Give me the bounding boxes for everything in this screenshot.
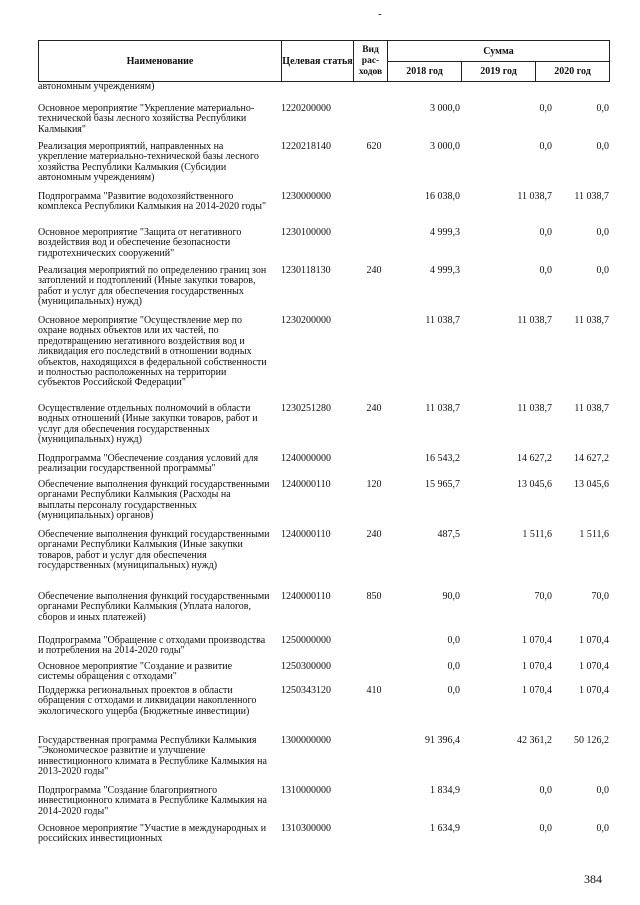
row-code: 1250300000 [281, 661, 331, 672]
row-value-2020: 14 627,2 [574, 453, 609, 464]
row-name: автономным учреждениям) [38, 81, 155, 92]
row-value-2019: 1 070,4 [522, 635, 552, 646]
row-value-2019: 13 045,6 [517, 479, 552, 490]
row-code: 1230100000 [281, 227, 331, 238]
row-value-2018: 0,0 [447, 685, 460, 696]
row-code: 1310000000 [281, 785, 331, 796]
row-expense-type: 240 [366, 403, 382, 414]
row-value-2019: 0,0 [539, 141, 552, 152]
row-value-2019: 11 038,7 [517, 403, 552, 414]
header-vid: Вид рас-ходов [354, 41, 388, 82]
row-value-2018: 91 396,4 [425, 735, 460, 746]
row-name: Обеспечение выполнения функций государственными органами Республики Калмыкия (Иные закупки товаров, работ и услуг для обеспечения государственных (муниципальных) нужд) [38, 529, 270, 572]
row-value-2020: 0,0 [596, 823, 609, 834]
row-expense-type: 240 [366, 529, 382, 540]
row-value-2020: 11 038,7 [574, 191, 609, 202]
row-name: Обеспечение выполнения функций государственными органами Республики Калмыкия (Расходы на выплаты персоналу государственных (муниципальных) органов) [38, 479, 270, 522]
row-value-2018: 4 999,3 [430, 227, 460, 238]
row-value-2020: 0,0 [596, 141, 609, 152]
row-value-2020: 11 038,7 [574, 315, 609, 326]
row-value-2018: 15 965,7 [425, 479, 460, 490]
top-mark: - [378, 8, 382, 20]
row-name: Основное мероприятие "Создание и развитие системы обращения с отходами" [38, 661, 233, 683]
row-expense-type: 620 [366, 141, 382, 152]
row-expense-type: 120 [366, 479, 382, 490]
row-expense-type: 410 [366, 685, 382, 696]
row-value-2020: 1 070,4 [579, 635, 609, 646]
row-value-2020: 0,0 [596, 785, 609, 796]
row-value-2020: 70,0 [591, 591, 609, 602]
row-name: Основное мероприятие "Осуществление мер по охране водных объектов или их частей, по предотвращению негативного воздействия вод и ликвидация его последствий в отношении водных объектов, находящихся в федеральной собственности и полностью расположенных на территории субъектов Российской Федерации" [38, 315, 267, 389]
row-expense-type: 850 [366, 591, 382, 602]
row-code: 1240000110 [281, 529, 331, 540]
header-year-2019: 2019 год [462, 62, 536, 82]
row-value-2019: 1 070,4 [522, 685, 552, 696]
row-name: Основное мероприятие "Защита от негативного воздействия вод и обеспечение безопасности гидротехнических сооружений" [38, 227, 242, 259]
row-name: Основное мероприятие "Укрепление материально-технической базы лесного хозяйства Республики Калмыкия" [38, 103, 255, 135]
row-value-2020: 0,0 [596, 103, 609, 114]
row-value-2019: 0,0 [539, 823, 552, 834]
row-value-2020: 1 070,4 [579, 661, 609, 672]
header-year-2018: 2018 год [388, 62, 462, 82]
row-value-2020: 13 045,6 [574, 479, 609, 490]
row-value-2019: 0,0 [539, 785, 552, 796]
row-name: Реализация мероприятий по определению границ зон затоплений и подтоплений (Иные закупки товаров, работ и услуг для обеспечения государственных (муниципальных) нужд) [38, 265, 267, 308]
row-value-2019: 14 627,2 [517, 453, 552, 464]
row-name: Государственная программа Республики Калмыкия "Экономическое развитие и улучшение инвестиционного климата в Республике Калмыкия на 2013-2020 годы" [38, 735, 267, 778]
row-code: 1230251280 [281, 403, 331, 414]
row-value-2019: 1 511,6 [522, 529, 552, 540]
row-name: Основное мероприятие "Участие в международных и российских инвестиционных [38, 823, 267, 845]
row-name: Подпрограмма "Обращение с отходами производства и потребления на 2014-2020 годы" [38, 635, 266, 657]
row-code: 1230000000 [281, 191, 331, 202]
row-code: 1250000000 [281, 635, 331, 646]
row-value-2020: 0,0 [596, 265, 609, 276]
row-value-2020: 11 038,7 [574, 403, 609, 414]
header-sum: Сумма [388, 41, 610, 62]
row-value-2020: 50 126,2 [574, 735, 609, 746]
row-value-2019: 0,0 [539, 103, 552, 114]
row-name: Подпрограмма "Обеспечение создания условий для реализации государственной программы" [38, 453, 259, 475]
row-value-2018: 90,0 [442, 591, 460, 602]
row-value-2019: 0,0 [539, 227, 552, 238]
row-code: 1310300000 [281, 823, 331, 834]
row-value-2018: 11 038,7 [425, 315, 460, 326]
row-name: Реализация мероприятий, направленных на укрепление материально-технической базы лесного хозяйства Республики Калмыкия (Субсидии автономным учреждениям) [38, 141, 259, 184]
row-value-2018: 16 543,2 [425, 453, 460, 464]
row-value-2020: 1 070,4 [579, 685, 609, 696]
row-value-2018: 487,5 [437, 529, 460, 540]
row-value-2018: 1 634,9 [430, 823, 460, 834]
row-value-2019: 11 038,7 [517, 315, 552, 326]
row-value-2019: 1 070,4 [522, 661, 552, 672]
row-code: 1230200000 [281, 315, 331, 326]
row-value-2019: 11 038,7 [517, 191, 552, 202]
row-value-2018: 3 000,0 [430, 103, 460, 114]
row-code: 1220200000 [281, 103, 331, 114]
row-value-2019: 42 361,2 [517, 735, 552, 746]
row-value-2019: 70,0 [534, 591, 552, 602]
row-name: Подпрограмма "Развитие водохозяйственного комплекса Республики Калмыкия на 2014-2020 годы" [38, 191, 267, 213]
row-value-2018: 0,0 [447, 661, 460, 672]
row-name: Осуществление отдельных полномочий в области водных отношений (Иные закупки товаров, работ и услуг для обеспечения государственных (муниципальных) нужд) [38, 403, 258, 446]
row-value-2018: 16 038,0 [425, 191, 460, 202]
row-value-2018: 4 999,3 [430, 265, 460, 276]
row-code: 1240000000 [281, 453, 331, 464]
row-value-2018: 0,0 [447, 635, 460, 646]
row-value-2018: 1 834,9 [430, 785, 460, 796]
row-code: 1240000110 [281, 591, 331, 602]
row-value-2020: 1 511,6 [579, 529, 609, 540]
row-code: 1240000110 [281, 479, 331, 490]
row-value-2019: 0,0 [539, 265, 552, 276]
row-expense-type: 240 [366, 265, 382, 276]
row-name: Поддержка региональных проектов в области обращения с отходами и ликвидации накопленного экологического ущерба (Бюджетные инвестиции) [38, 685, 257, 717]
header-name: Наименование [39, 41, 282, 82]
table-header [38, 40, 610, 82]
row-name: Подпрограмма "Создание благоприятного инвестиционного климата в Республике Калмыкия на 2014-2020 годы" [38, 785, 267, 817]
row-code: 1230118130 [281, 265, 331, 276]
header-year-2020: 2020 год [536, 62, 610, 82]
row-value-2018: 3 000,0 [430, 141, 460, 152]
header-code: Целевая статья [282, 41, 354, 82]
row-value-2018: 11 038,7 [425, 403, 460, 414]
row-code: 1250343120 [281, 685, 331, 696]
row-value-2020: 0,0 [596, 227, 609, 238]
page-number: 384 [584, 872, 602, 886]
row-name: Обеспечение выполнения функций государственными органами Республики Калмыкия (Уплата налогов, сборов и иных платежей) [38, 591, 270, 623]
row-code: 1300000000 [281, 735, 331, 746]
row-code: 1220218140 [281, 141, 331, 152]
